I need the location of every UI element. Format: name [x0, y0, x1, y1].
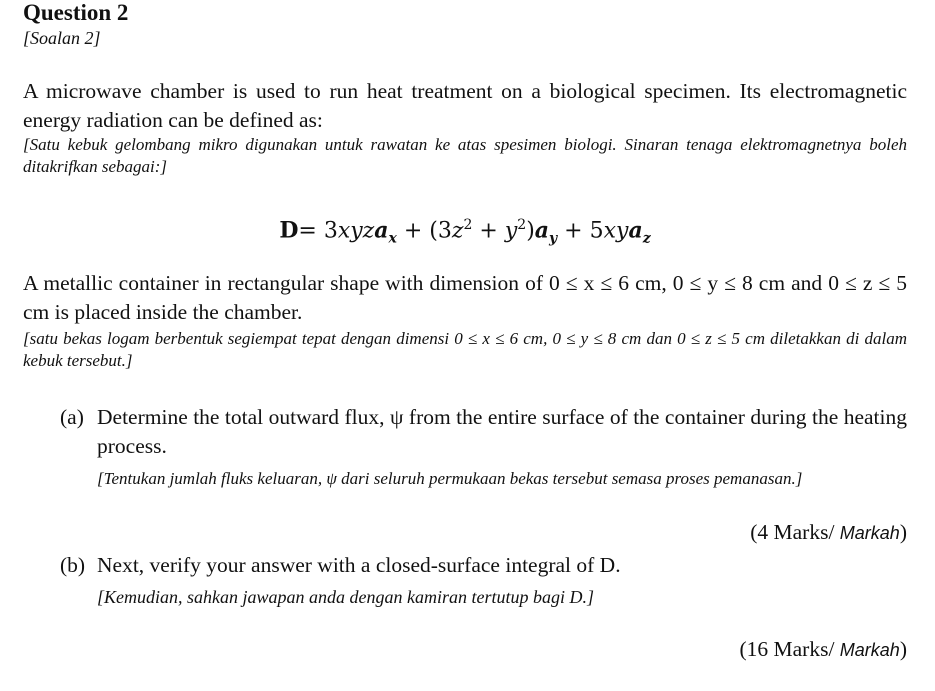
eq-unit-vector-1: a — [374, 217, 389, 244]
eq-z: z — [451, 218, 464, 244]
intro-text: A microwave chamber is used to run heat treatment on a biological specimen. Its electromagnetic energy radiation can be defined as: — [23, 79, 907, 132]
part-b-marks-ms: Markah — [839, 640, 900, 660]
field-equation — [23, 210, 907, 254]
container-text-malay: [satu bekas logam berbentuk segiempat tepat dengan dimensi 0 ≤ x ≤ 6 cm, 0 ≤ y ≤ 8 cm dan 0 ≤ z ≤ 5 cm diletakkan di dalam kebuk tersebut.] — [23, 329, 907, 370]
eq-close: ) — [526, 218, 535, 244]
part-b-marks-close: ) — [899, 637, 907, 661]
part-a-marks — [750, 518, 907, 548]
intro-text-malay: [Satu kebuk gelombang mikro digunakan untuk rawatan ke atas spesimen biologi. Sinaran tenaga elektromagnetnya boleh ditakrifkan sebagai:] — [23, 135, 907, 176]
eq-exp2: 2 — [517, 217, 527, 233]
eq-unit-vector-3: a — [628, 217, 643, 244]
eq-term3: xy — [603, 218, 629, 244]
part-a-marks-ms: Markah — [839, 523, 900, 543]
part-b — [60, 551, 907, 671]
eq-unit-sub-2: y — [549, 230, 558, 247]
eq-equals: = 3 — [298, 218, 338, 244]
part-a-text-malay: [Tentukan jumlah fluks keluaran, ψ dari seluruh permukaan bekas tersebut semasa proses pemanasan.] — [97, 469, 803, 488]
eq-unit-sub-3: z — [642, 230, 651, 247]
question-subtitle: [Soalan 2] — [23, 28, 101, 48]
question-title: Question 2 — [23, 0, 129, 25]
eq-term1: xyz — [337, 218, 375, 244]
container-text: A metallic container in rectangular shape with dimension of 0 ≤ x ≤ 6 cm, 0 ≤ y ≤ 8 cm and 0 ≤ z ≤ 5 cm is placed inside the chamber. — [23, 271, 907, 324]
part-b-marks — [739, 635, 907, 665]
part-a-text: Determine the total outward flux, ψ from the entire surface of the container during the heating process. — [97, 405, 907, 458]
part-a-marks-en: (4 Marks/ — [750, 520, 835, 544]
part-a-label: (a) — [60, 405, 84, 429]
part-b-text: Next, verify your answer with a closed-surface integral of D. — [97, 553, 621, 577]
eq-unit-sub-1: x — [388, 230, 397, 247]
eq-lhs: D — [279, 217, 299, 244]
part-b-label: (b) — [60, 553, 86, 577]
eq-plus: + — [472, 218, 505, 244]
part-a — [60, 403, 907, 553]
eq-exp1: 2 — [463, 217, 473, 233]
part-a-marks-close: ) — [899, 520, 907, 544]
part-b-text-malay: [Kemudian, sahkan jawapan anda dengan kamiran tertutup bagi D.] — [97, 587, 594, 607]
part-b-marks-en: (16 Marks/ — [739, 637, 835, 661]
eq-plus-open: + (3 — [396, 218, 452, 244]
eq-plus-2: + 5 — [557, 218, 604, 244]
eq-unit-vector-2: a — [534, 217, 550, 244]
eq-y: y — [504, 218, 518, 244]
